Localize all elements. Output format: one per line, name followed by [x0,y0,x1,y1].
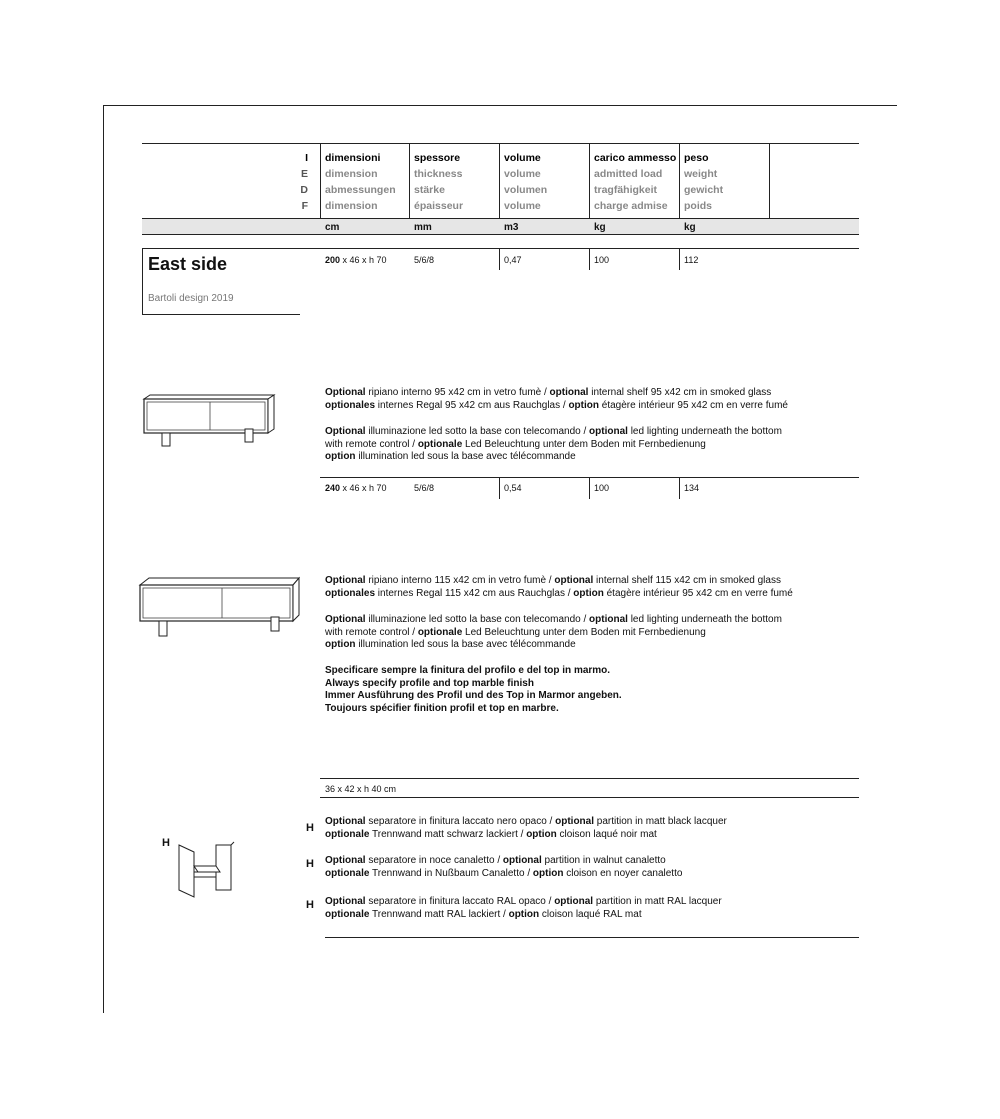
title-box-bottom [142,314,300,315]
partition-mark-ral: H [306,899,314,911]
unit-kg-load: kg [594,222,606,233]
row1-dimension: 200 x 46 x h 70 [325,255,387,265]
sideboard-240-drawing [137,575,303,641]
title-box-left [142,248,143,314]
header-col-divider [409,143,410,218]
partition-option-black: Optional separatore in finitura laccato nero opaco / optional partition in matt black lacquer optionale Trennwand matt schwarz lackiert / option cloison laqué noir mat [325,816,727,840]
unit-m3: m3 [504,222,519,233]
row1-volume: 0,47 [504,255,522,265]
unit-kg-weight: kg [684,222,696,233]
row2-divider [679,477,680,499]
header-label: volume [504,200,541,212]
header-label: volume [504,168,541,180]
row2-load: 100 [594,483,610,493]
header-col-volume [504,150,547,214]
row1-divider [499,248,500,270]
unit-cm: cm [325,222,340,233]
header-label: dimension [325,200,378,212]
row2-divider [499,477,500,499]
partition-drawing-label: H [162,837,170,849]
partition-dimension: 36 x 42 x h 40 cm [325,784,397,794]
note-fr: Toujours spécifier finition profil et top en marbre. [325,702,559,714]
unit-mm: mm [414,222,432,233]
row2-option-led: Optional illuminazione led sotto la base con telecomando / optional led lighting underneath the bottom with remote control / optionale Led Beleuchtung unter dem Boden mit Fernbedienung option illumination led sous la base avec télécommande [325,614,782,651]
partition-mark-walnut: H [306,858,314,870]
header-col-divider [499,143,500,218]
product-designer: Bartoli design 2019 [148,293,234,304]
header-label: volumen [504,184,548,196]
partition-top-rule [320,778,859,779]
header-col-load [594,150,676,214]
lang-code-it: I [305,152,308,164]
row1-thickness: 5/6/8 [414,255,435,265]
header-col-dimension [325,150,396,214]
header-label: thickness [414,168,463,180]
partition-option-ral: Optional separatore in finitura laccato RAL opaco / optional partition in matt RAL lacquer optionale Trennwand matt RAL lackiert / option cloison laqué RAL mat [325,896,722,920]
row2-dimension: 240 x 46 x h 70 [325,483,387,493]
header-label: gewicht [684,184,724,196]
row1-load: 100 [594,255,610,265]
header-label: dimensioni [325,152,381,164]
header-col-weight [684,150,723,214]
unit-bar [142,218,859,235]
header-top-rule [142,143,859,144]
header-label: charge admise [594,200,668,212]
header-label: stärke [414,184,445,196]
note-it: Specificare sempre la finitura del profilo e del top in marmo. [325,665,611,676]
header-label: admitted load [594,168,663,180]
header-col-divider [320,143,321,218]
header-label: tragfähigkeit [594,184,658,196]
page-frame-top [103,105,897,106]
header-col-thickness [414,150,463,214]
header-label: volume [504,152,541,164]
note-de: Immer Ausführung des Profil und des Top in Marmor angeben. [325,690,622,702]
header-col-divider [679,143,680,218]
row2-weight: 134 [684,483,700,493]
row1-divider [679,248,680,270]
header-label: poids [684,200,712,212]
sideboard-200-drawing [140,393,280,451]
lang-code-en: E [300,168,308,180]
partition-drawing [176,840,238,900]
lang-code-fr: F [301,200,308,212]
header-label: carico ammesso [594,152,677,164]
partition-dim-rule [320,797,859,798]
row2-volume: 0,54 [504,483,522,493]
note-en: Always specify profile and top marble finish [325,677,534,689]
title-box-top [142,248,859,249]
row2-thickness: 5/6/8 [414,483,435,493]
row1-divider [589,248,590,270]
header-label: spessore [414,152,461,164]
header-label: abmessungen [325,184,396,196]
header-label: weight [684,168,718,180]
product-title: East side [148,254,228,274]
finish-notes [325,665,845,715]
row1-option-shelf: Optional ripiano interno 95 x42 cm in vetro fumè / optional internal shelf 95 x42 cm in smoked glass optionales internes Regal 95 x42 cm aus Rauchglas / option étagère intérieur 95 x42 cm en verre fumé [325,387,788,411]
header-label: peso [684,152,709,164]
partition-option-walnut: Optional separatore in noce canaletto / optional partition in walnut canaletto optionale Trennwand in Nußbaum Canaletto / option cloison en noyer canaletto [325,855,683,879]
header-col-divider [769,143,770,218]
page-frame-left [103,105,104,1013]
header-col-divider [589,143,590,218]
row1-weight: 112 [684,255,699,265]
header-label: épaisseur [414,200,464,212]
row2-option-shelf: Optional ripiano interno 115 x42 cm in vetro fumè / optional internal shelf 115 x42 cm in smoked glass optionales internes Regal 115 x42 cm aus Rauchglas / option étagère intérieur 95 x42 cm en verre fumé [325,575,793,599]
lang-code-de: D [300,184,308,196]
partition-bottom-rule [325,937,859,938]
header-label: dimension [325,168,378,180]
partition-mark-black: H [306,822,314,834]
row1-option-led: Optional illuminazione led sotto la base con telecomando / optional led lighting underneath the bottom with remote control / optionale Led Beleuchtung unter dem Boden mit Fernbedienung option illumination led sous la base avec télécommande [325,426,782,463]
row2-divider [589,477,590,499]
